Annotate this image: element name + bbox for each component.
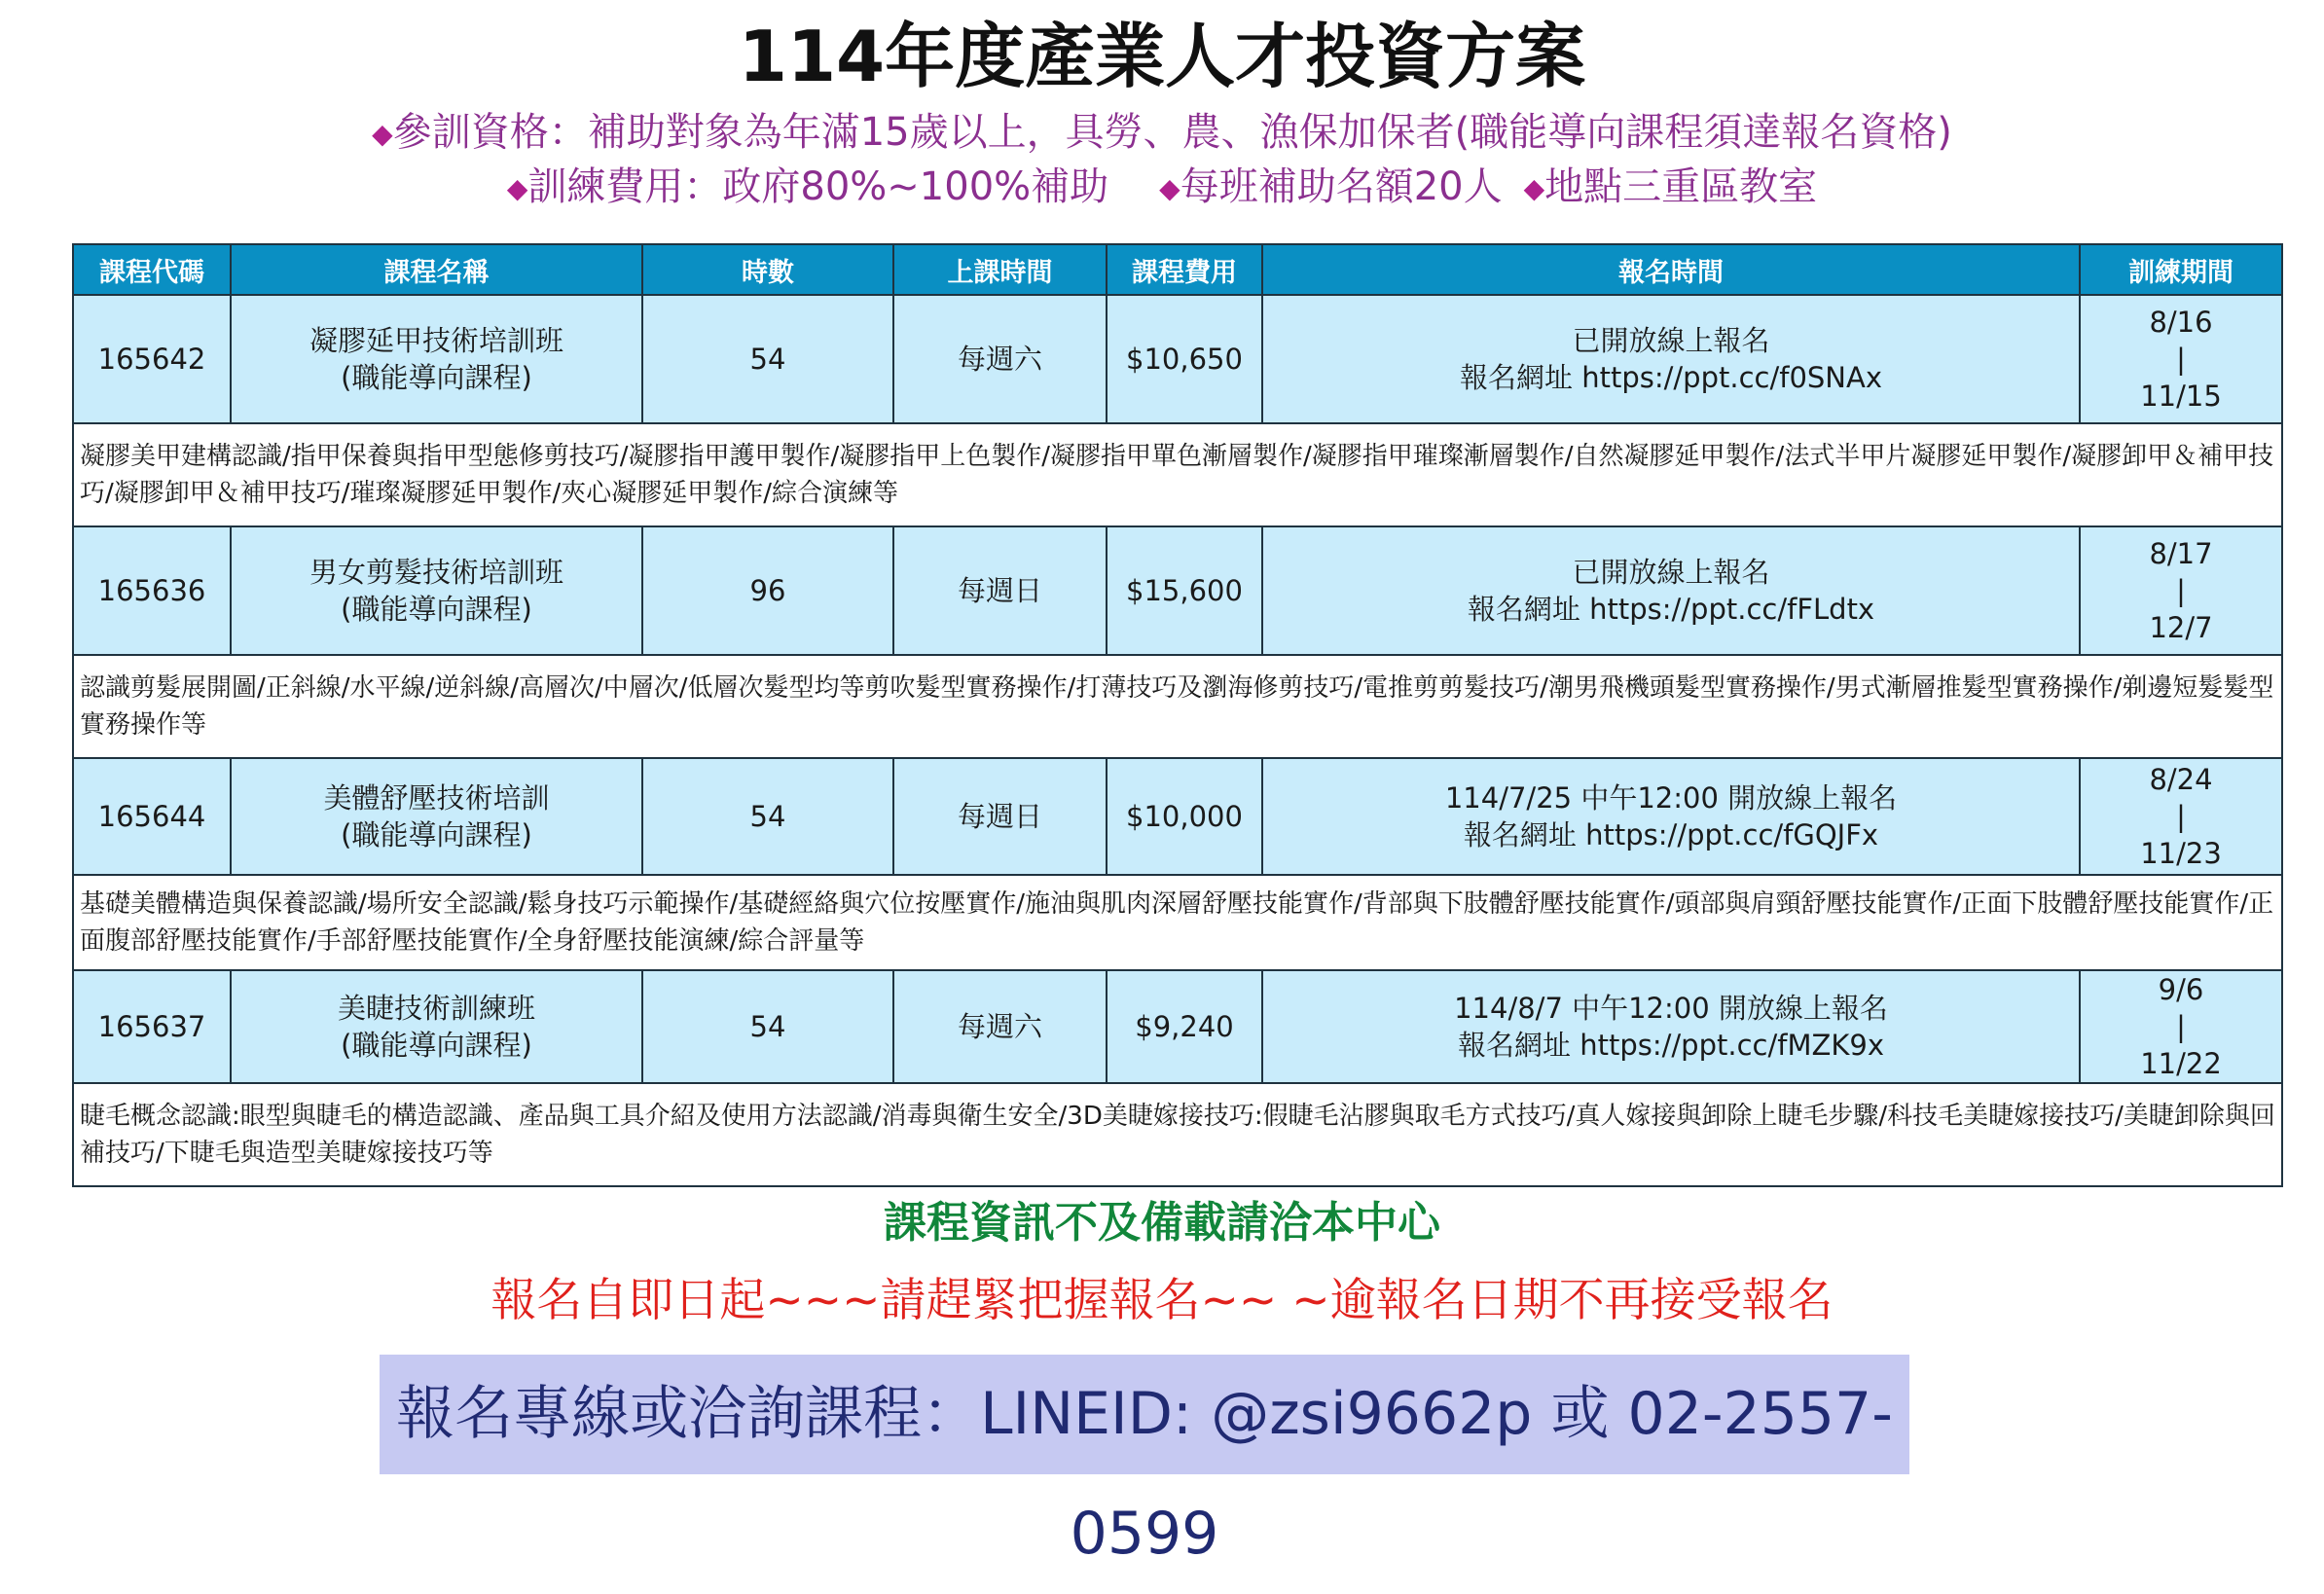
header-fee: 課程費用 [1107,244,1262,295]
course-name-cell [231,526,642,655]
diamond-bullet-icon: ◆ [506,172,528,204]
header-course-code: 課程代碼 [73,244,231,295]
training-fee-text: 訓練費用：政府80%~100%補助 [527,164,1109,209]
period-separator: | [2176,800,2186,833]
fee-quota-location-line [0,160,2324,216]
course-hours: 54 [642,758,893,875]
table-row-description [73,655,2282,758]
more-info-note: 課程資訊不及備載請洽本中心 [884,1198,1440,1248]
period-separator: | [2176,574,2186,607]
registration-cell [1262,295,2080,423]
eligibility-line [0,105,2324,162]
course-fee: $15,600 [1107,526,1262,655]
training-period-cell [2080,758,2282,875]
table-header-row [73,244,2282,295]
course-description: 凝膠美甲建構認識/指甲保養與指甲型態修剪技巧/凝膠指甲護甲製作/凝膠指甲上色製作/凝膠指甲單色漸層製作/凝膠指甲璀璨漸層製作/自然凝膠延甲製作/法式半甲片凝膠延甲製作/凝膠卸甲＆補甲技巧/凝膠卸甲＆補甲技巧/璀璨凝膠延甲製作/夾心凝膠延甲製作/綜合演練等 [73,423,2282,526]
course-schedule: 每週六 [893,295,1107,423]
page-title: 114年度產業人才投資方案 [738,16,1586,97]
course-name-cell [231,970,642,1083]
course-table [72,243,2283,1187]
table-row-description [73,423,2282,526]
contact-banner: 報名專線或洽詢課程：LINEID: @zsi9662p 或 02-2557-0599 [380,1355,1909,1474]
period-start: 8/16 [2149,306,2213,339]
registration-deadline-note: 報名自即日起~~~請趕緊把握報名~~ ~逾報名日期不再接受報名 [490,1274,1834,1327]
training-period-cell [2080,970,2282,1083]
registration-url[interactable]: 報名網址 https://ppt.cc/fGQJFx [1463,818,1879,851]
period-start: 8/17 [2149,537,2213,570]
course-description: 認識剪髮展開圖/正斜線/水平線/逆斜線/高層次/中層次/低層次髮型均等剪吹髮型實務操作/打薄技巧及瀏海修剪技巧/電推剪剪髮技巧/潮男飛機頭髮型實務操作/男式漸層推髮型實務操作/剃邊短髮髮型實務操作等 [73,655,2282,758]
registration-status: 已開放線上報名 [1572,324,1770,357]
course-hours: 54 [642,295,893,423]
table-row-description [73,1083,2282,1186]
course-description: 基礎美體構造與保養認識/場所安全認識/鬆身技巧示範操作/基礎經絡與穴位按壓實作/施油與肌肉深層舒壓技能實作/背部與下肢體舒壓技能實作/頭部與肩頸舒壓技能實作/正面下肢體舒壓技能實作/正面腹部舒壓技能實作/手部舒壓技能實作/全身舒壓技能演練/綜合評量等 [73,875,2282,970]
period-end: 11/23 [2140,837,2222,870]
header-hours: 時數 [642,244,893,295]
diamond-bullet-icon: ◆ [1159,172,1180,204]
course-hours: 96 [642,526,893,655]
course-name-cell [231,295,642,423]
table-row [73,295,2282,423]
header-training-period: 訓練期間 [2080,244,2282,295]
course-fee: $10,000 [1107,758,1262,875]
period-separator: | [2176,343,2186,376]
quota-text: 每班補助名額20人 [1180,164,1503,209]
header-schedule: 上課時間 [893,244,1107,295]
course-type: (職能導向課程) [341,361,532,394]
course-hours: 54 [642,970,893,1083]
course-type: (職能導向課程) [341,1029,532,1062]
period-start: 8/24 [2149,763,2213,796]
header-course-name: 課程名稱 [231,244,642,295]
period-start: 9/6 [2158,973,2204,1006]
registration-status: 114/8/7 中午12:00 開放線上報名 [1454,992,1888,1025]
period-end: 11/15 [2140,380,2222,413]
diamond-bullet-icon: ◆ [1523,172,1545,204]
eligibility-text: 參訓資格：補助對象為年滿15歲以上，具勞、農、漁保加保者(職能導向課程須達報名資格) [392,110,1952,155]
course-code: 165642 [73,295,231,423]
training-period-cell [2080,526,2282,655]
registration-cell [1262,526,2080,655]
registration-cell [1262,758,2080,875]
course-type: (職能導向課程) [341,818,532,851]
course-description: 睫毛概念認識:眼型與睫毛的構造認識、產品與工具介紹及使用方法認識/消毒與衛生安全/3D美睫嫁接技巧:假睫毛沾膠與取毛方式技巧/真人嫁接與卸除上睫毛步驟/科技毛美睫嫁接技巧/美睫卸除與回補技巧/下睫毛與造型美睫嫁接技巧等 [73,1083,2282,1186]
course-fee: $9,240 [1107,970,1262,1083]
table-row [73,526,2282,655]
training-period-cell [2080,295,2282,423]
table-row-description [73,875,2282,970]
course-schedule: 每週日 [893,526,1107,655]
location-text: 地點三重區教室 [1544,164,1818,209]
course-name: 凝膠延甲技術培訓班 [309,324,563,357]
period-end: 12/7 [2149,611,2213,644]
registration-url[interactable]: 報名網址 https://ppt.cc/fMZK9x [1458,1029,1884,1062]
table-row [73,970,2282,1083]
course-name-cell [231,758,642,875]
course-fee: $10,650 [1107,295,1262,423]
registration-url[interactable]: 報名網址 https://ppt.cc/fFLdtx [1467,593,1875,626]
course-name: 男女剪髮技術培訓班 [309,556,563,589]
course-name: 美睫技術訓練班 [337,992,535,1025]
course-schedule: 每週日 [893,758,1107,875]
diamond-bullet-icon: ◆ [372,118,393,150]
course-code: 165636 [73,526,231,655]
course-code: 165637 [73,970,231,1083]
header-registration-time: 報名時間 [1262,244,2080,295]
registration-status: 已開放線上報名 [1572,556,1770,589]
table-row [73,758,2282,875]
course-code: 165644 [73,758,231,875]
course-schedule: 每週六 [893,970,1107,1083]
course-type: (職能導向課程) [341,593,532,626]
registration-status: 114/7/25 中午12:00 開放線上報名 [1444,781,1898,815]
registration-cell [1262,970,2080,1083]
registration-url[interactable]: 報名網址 https://ppt.cc/f0SNAx [1460,361,1882,394]
period-separator: | [2176,1010,2186,1043]
period-end: 11/22 [2140,1047,2222,1080]
course-name: 美體舒壓技術培訓 [323,781,550,815]
